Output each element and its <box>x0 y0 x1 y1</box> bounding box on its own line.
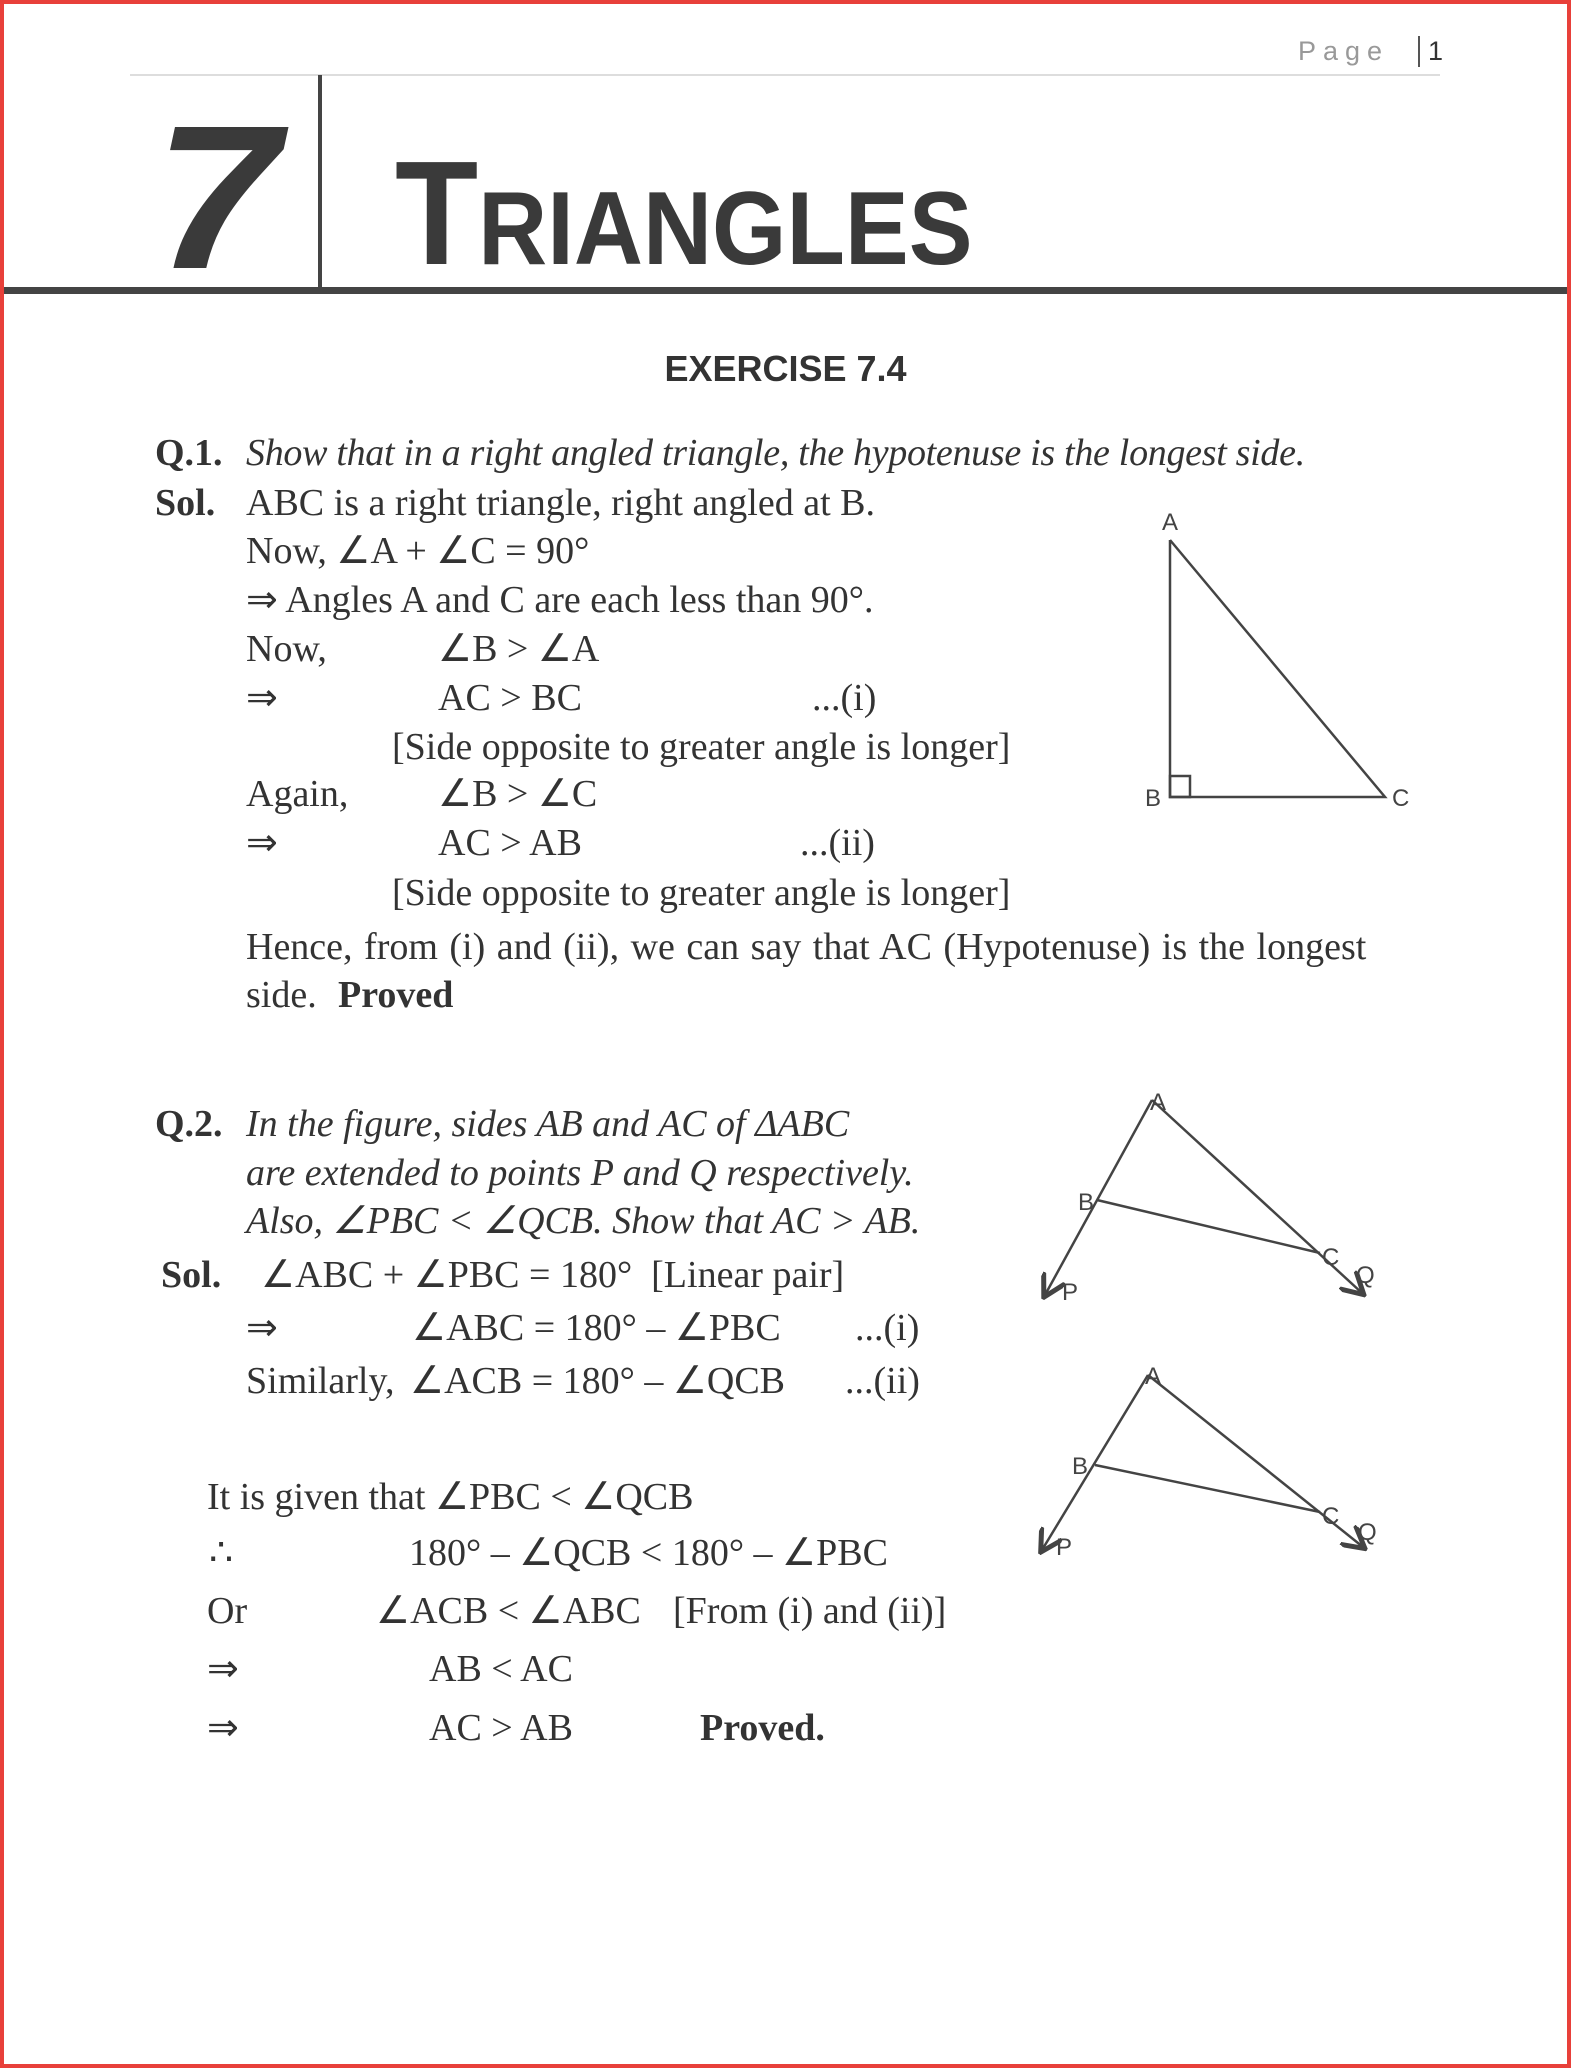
q2-question-line: are extended to points P and Q respectively. <box>246 1152 914 1194</box>
q2-step-expr: ∠ABC = 180° – ∠PBC <box>412 1307 781 1349</box>
extended-triangle-figure-2 <box>1042 1375 1363 1550</box>
vertex-label: B <box>1072 1453 1089 1480</box>
q2-step-ref: ...(i) <box>855 1307 920 1349</box>
right-triangle-figure <box>1170 540 1385 797</box>
q1-reason: [Side opposite to greater angle is longer] <box>392 726 1011 768</box>
q1-question: Show that in a right angled triangle, the hypotenuse is the longest side. <box>246 432 1305 474</box>
line-ap <box>1045 1100 1152 1295</box>
q1-reason: [Side opposite to greater angle is longer] <box>392 872 1011 914</box>
q2-step-ref: ...(ii) <box>845 1360 920 1402</box>
q1-step-lead: ⇒ <box>246 822 278 864</box>
vertex-label: A <box>1162 509 1179 536</box>
q2-step-lead: Similarly, <box>246 1360 395 1402</box>
q2-step-lead: Or <box>207 1590 248 1632</box>
q1-line: ⇒ Angles A and C are each less than 90°. <box>246 579 874 621</box>
q2-question-line: Also, ∠PBC < ∠QCB. Show that AC > AB. <box>246 1200 921 1242</box>
q2-step-expr: ∠ACB = 180° – ∠QCB <box>410 1360 786 1402</box>
line-ap <box>1042 1375 1148 1550</box>
q1-conclusion: Hence, from (i) and (ii), we can say that AC (Hypotenuse) is the longest <box>246 926 1367 968</box>
q2-step-ref: [From (i) and (ii)] <box>673 1590 947 1632</box>
q2-step-expr: 180° – ∠QCB < 180° – ∠PBC <box>409 1532 888 1574</box>
vertex-label: C <box>1322 1503 1340 1530</box>
vertex-label: C <box>1392 785 1410 812</box>
q1-step-expr: AC > BC <box>438 677 582 719</box>
vertex-label: B <box>1145 785 1162 812</box>
q1-line: ABC is a right triangle, right angled at B. <box>246 482 876 524</box>
q2-given: It is given that ∠PBC < ∠QCB <box>207 1476 694 1518</box>
page-label: Page <box>1298 36 1390 66</box>
vertex-label: Q <box>1358 1519 1377 1546</box>
page-number: 1 <box>1418 36 1443 67</box>
q1-step-lead: Now, <box>246 628 327 670</box>
q1-sol-label: Sol. <box>155 482 216 524</box>
line-bc <box>1097 1200 1320 1253</box>
q2-step-expr: AC > AB <box>429 1707 573 1749</box>
triangle-abc <box>1170 540 1385 797</box>
q2-step-lead: ⇒ <box>246 1307 278 1349</box>
q2-step-lead: ∴ <box>209 1532 234 1574</box>
q2-step-expr: AB < AC <box>429 1648 573 1690</box>
right-angle-mark <box>1170 776 1190 797</box>
q1-step-lead: ⇒ <box>246 677 278 719</box>
vertex-label: Q <box>1356 1262 1375 1289</box>
q1-conclusion: side. <box>246 974 317 1016</box>
q2-question-line: In the figure, sides AB and AC of ΔABC <box>246 1103 850 1145</box>
vertex-label: B <box>1078 1189 1095 1216</box>
q2-proved: Proved. <box>700 1707 825 1749</box>
q1-step-expr: ∠B > ∠A <box>438 628 600 670</box>
vertex-label: C <box>1322 1244 1340 1271</box>
q1-step-expr: AC > AB <box>438 822 582 864</box>
vertex-label: P <box>1062 1279 1079 1306</box>
chapter-title-rest: RIANGLES <box>478 171 973 287</box>
q2-sol-label: Sol. <box>161 1254 222 1296</box>
q1-step-ref: ...(i) <box>812 677 877 719</box>
q2-step-lead: ⇒ <box>207 1648 239 1690</box>
chapter-title-initial: T <box>395 131 479 296</box>
q1-label: Q.1. <box>155 432 223 474</box>
q1-step-lead: Again, <box>246 773 349 815</box>
q1-step-expr: ∠B > ∠C <box>438 773 598 815</box>
q2-label: Q.2. <box>155 1103 223 1145</box>
q1-line: Now, ∠A + ∠C = 90° <box>246 530 590 572</box>
vertex-label: A <box>1150 1089 1167 1116</box>
chapter-number: 7 <box>154 83 280 312</box>
q2-step-lead: ⇒ <box>207 1707 239 1749</box>
exercise-heading: EXERCISE 7.4 <box>664 348 907 389</box>
q1-proved: Proved <box>338 974 454 1016</box>
q2-step-expr: ∠ACB < ∠ABC <box>376 1590 641 1632</box>
vertex-label: A <box>1145 1363 1162 1390</box>
q2-sol-line: ∠ABC + ∠PBC = 180° [Linear pair] <box>261 1254 845 1296</box>
q1-step-ref: ...(ii) <box>800 822 875 864</box>
line-bc <box>1095 1465 1320 1512</box>
vertex-label: P <box>1056 1534 1073 1561</box>
